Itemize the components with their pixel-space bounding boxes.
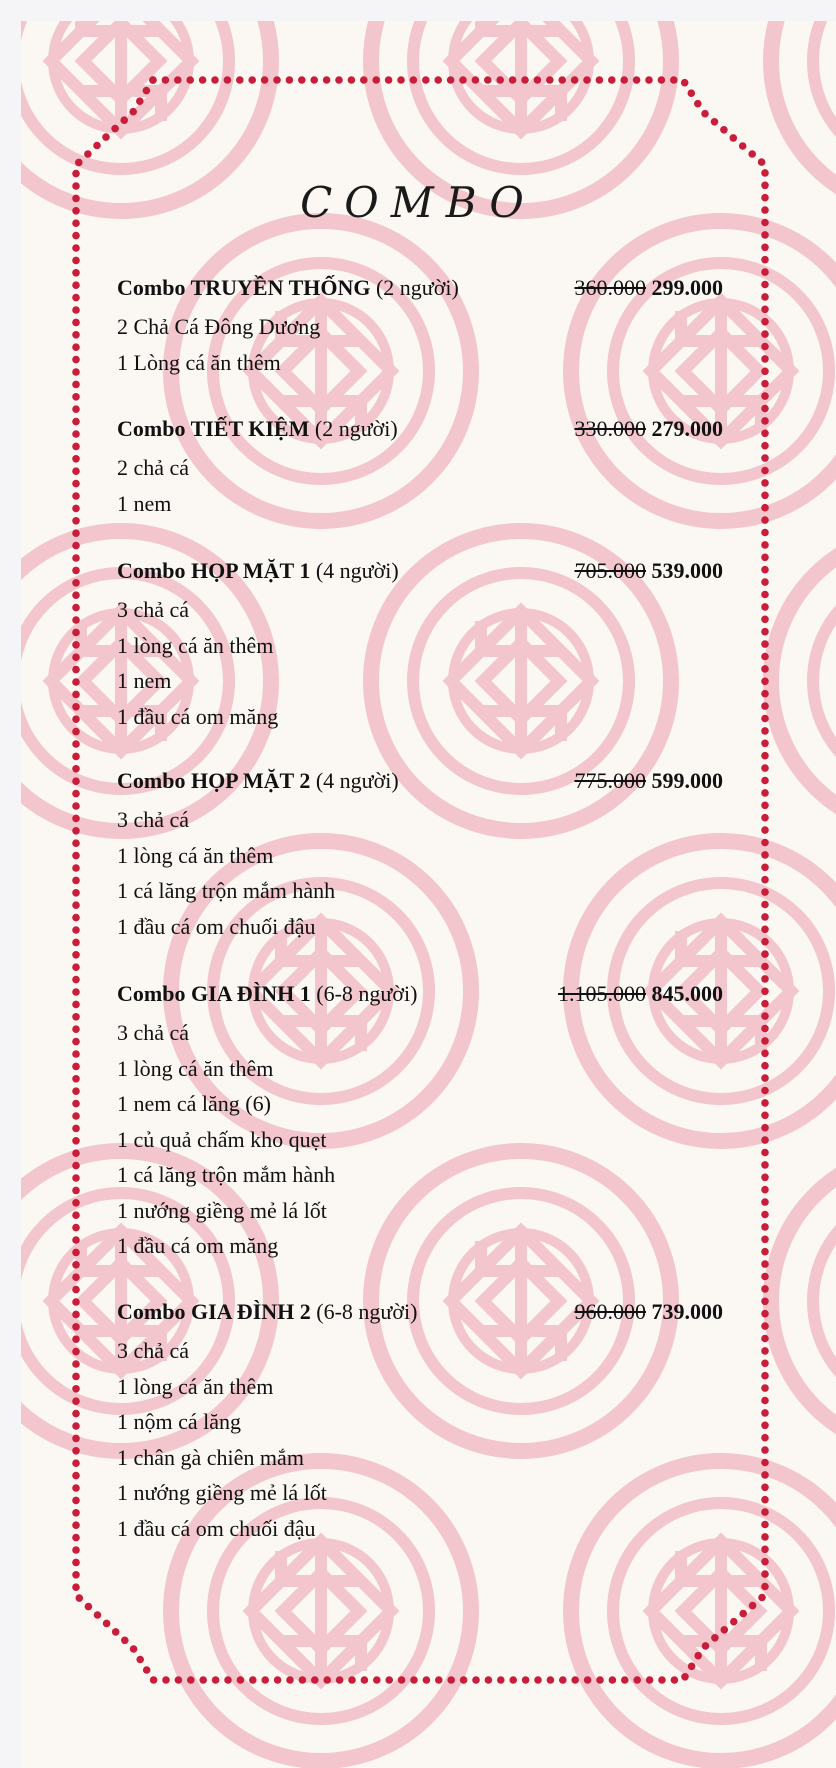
combo-item: 1 cá lăng trộn mắm hành [117, 1162, 336, 1187]
combo-item: 1 đầu cá om măng [117, 1233, 279, 1258]
combo-price [575, 558, 724, 584]
combo-item: 1 lòng cá ăn thêm [117, 1055, 274, 1081]
combo-title [117, 768, 310, 793]
combo-title [117, 981, 311, 1006]
combo-item: 1 nem [117, 490, 172, 516]
combo-item: 1 chân gà chiên mắm [117, 1444, 304, 1470]
combo-item: 1 củ quả chấm kho quẹt [117, 1126, 327, 1152]
new-price: 279.000 [651, 416, 723, 441]
combo-header [117, 1299, 723, 1333]
combo-header [117, 558, 723, 592]
combo-people: (2 người) [375, 275, 459, 300]
combo-header [117, 981, 723, 1015]
combo-items [117, 450, 723, 521]
combo-prefix: Combo [117, 558, 186, 583]
combo-item: 1 Lòng cá ăn thêm [117, 349, 281, 375]
combo-items [117, 1015, 723, 1264]
combo-name [117, 1299, 417, 1325]
menu-title: COMBO [300, 178, 536, 227]
old-price: 775.000 [574, 768, 646, 793]
old-price: 960.000 [574, 1299, 646, 1324]
old-price: 330.000 [574, 416, 646, 441]
combo-title [117, 1299, 311, 1324]
combo-label: HỌP MẶT 1 [190, 558, 311, 583]
combo-name [117, 275, 459, 301]
combo-name [117, 981, 417, 1007]
combo-header [117, 416, 723, 450]
combo-item: 2 Chả Cá Đông Dương [117, 314, 321, 339]
combo-items [117, 309, 723, 380]
combo-prefix: Combo [117, 768, 186, 793]
combo-price [575, 275, 724, 301]
combo-people: (4 người) [315, 558, 399, 583]
combo-item: 1 nộm cá lăng [117, 1409, 242, 1434]
combo-name [117, 558, 399, 584]
old-price: 1.105.000 [558, 981, 646, 1006]
combo-item: 1 nem [117, 668, 172, 693]
combo-items [117, 592, 723, 734]
combo-label: TRUYỀN THỐNG [190, 275, 371, 300]
combo-section [117, 275, 723, 380]
combo-price [575, 416, 724, 442]
old-price: 705.000 [574, 558, 646, 583]
combo-label: GIA ĐÌNH 2 [190, 1299, 311, 1324]
combo-item: 1 lòng cá ăn thêm [117, 1373, 274, 1399]
combo-item: 1 đầu cá om chuối đậu [117, 913, 316, 939]
combo-people: (6-8 người) [316, 981, 418, 1006]
combo-people: (6-8 người) [316, 1299, 418, 1324]
combo-item: 3 chả cá [117, 807, 190, 832]
combo-item: 1 đầu cá om măng [117, 703, 279, 729]
combo-item: 3 chả cá [117, 1338, 190, 1363]
combo-prefix: Combo [117, 981, 186, 1006]
new-price: 539.000 [651, 558, 723, 583]
combo-item: 1 đầu cá om chuối đậu [117, 1515, 316, 1541]
combo-item: 1 lòng cá ăn thêm [117, 632, 274, 658]
combo-label: TIẾT KIỆM [190, 416, 310, 441]
combo-items [117, 802, 723, 944]
combo-label: HỌP MẶT 2 [190, 768, 311, 793]
combo-section [117, 768, 723, 944]
combo-section [117, 416, 723, 521]
combo-item: 1 nướng giềng mẻ lá lốt [117, 1480, 327, 1505]
combo-title [117, 275, 370, 300]
combo-price [575, 768, 724, 794]
combo-price [575, 1299, 724, 1325]
combo-prefix: Combo [117, 275, 186, 300]
combo-item: 1 cá lăng trộn mắm hành [117, 878, 336, 903]
combo-item: 3 chả cá [117, 1020, 190, 1045]
new-price: 299.000 [651, 275, 723, 300]
combo-people: (4 người) [315, 768, 399, 793]
combo-section [117, 558, 723, 734]
combo-prefix: Combo [117, 1299, 186, 1324]
old-price: 360.000 [574, 275, 646, 300]
combo-label: GIA ĐÌNH 1 [190, 981, 311, 1006]
combo-section [117, 1299, 723, 1546]
new-price: 599.000 [651, 768, 723, 793]
combo-prefix: Combo [117, 416, 186, 441]
combo-title [117, 558, 310, 583]
combo-section [117, 981, 723, 1264]
combo-item: 1 nem cá lăng (6) [117, 1091, 271, 1116]
combo-item: 3 chả cá [117, 597, 190, 622]
combo-name [117, 768, 399, 794]
combo-header [117, 768, 723, 802]
combo-item: 1 nướng giềng mẻ lá lốt [117, 1197, 327, 1223]
combo-people: (2 người) [314, 416, 398, 441]
combo-price [558, 981, 723, 1007]
combo-name [117, 416, 398, 442]
combo-item: 2 chả cá [117, 455, 190, 480]
combo-items [117, 1333, 723, 1546]
combo-title [117, 416, 309, 441]
new-price: 739.000 [651, 1299, 723, 1324]
combo-header [117, 275, 723, 309]
combo-item: 1 lòng cá ăn thêm [117, 842, 274, 868]
new-price: 845.000 [651, 981, 723, 1006]
